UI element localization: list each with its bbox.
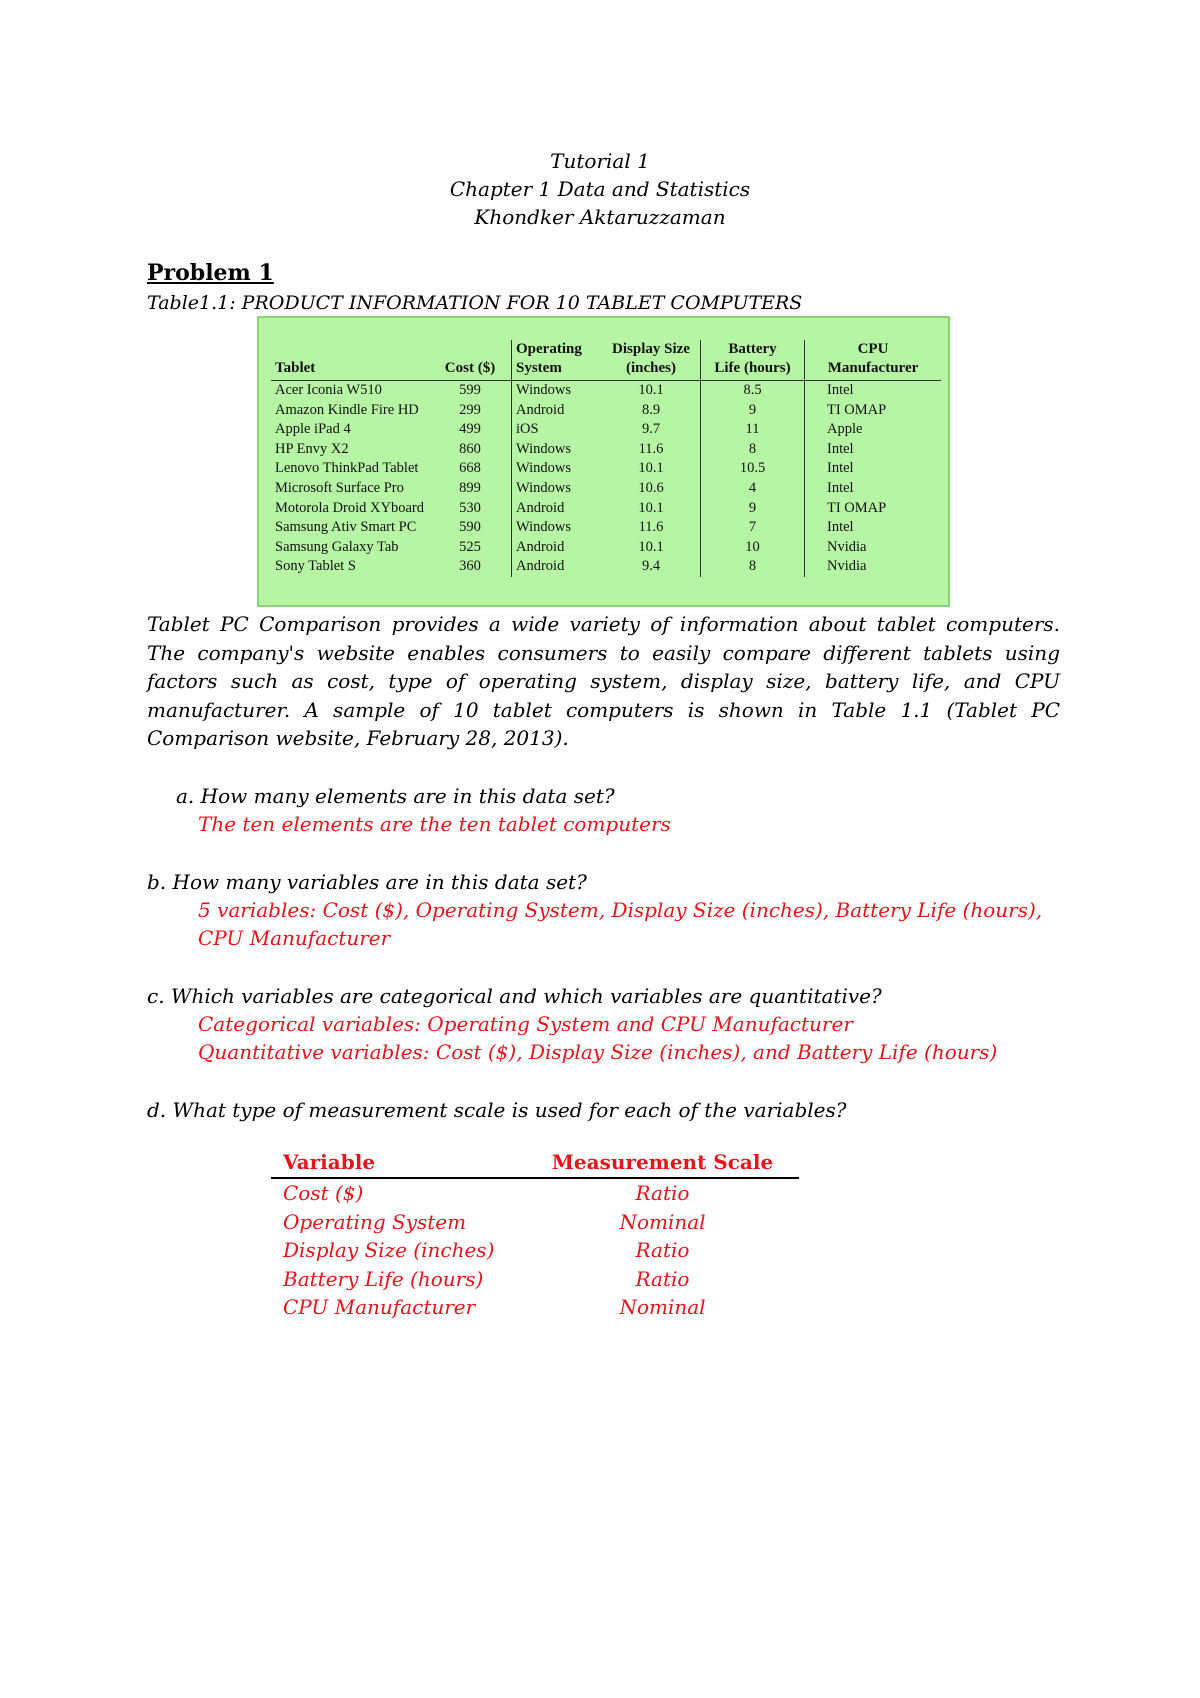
doc-title: Tutorial 1 (550, 149, 650, 173)
author-name: Khondker Aktaruzzaman (474, 205, 726, 229)
table-row: Lenovo ThinkPad Tablet 668 Windows 10.1 10.5 Intel (271, 459, 941, 479)
product-table (271, 340, 941, 577)
answer-a: The ten elements are the ten tablet computers (198, 812, 671, 836)
question-d: d. What type of measurement scale is used for each of the variables? (147, 1098, 847, 1122)
answer-c-line2: Quantitative variables: Cost ($), Display Size (inches), and Battery Life (hours) (198, 1040, 998, 1064)
question-b: b. How many variables are in this data set? (147, 870, 587, 894)
problem-description: Tablet PC Comparison provides a wide variety of information about tablet computers. The company's website enables consumers to easily compare different tablets using factors such as cost, type of operating system, display size, battery life, and CPU manufacturer. A sample of 10 tablet computers is shown in Table 1.1 (Tablet PC Comparison website, February 28, 2013). (147, 612, 1060, 750)
question-a: a. How many elements are in this data set? (176, 784, 615, 808)
measurement-table-header (271, 1148, 799, 1179)
answer-b-line1: 5 variables: Cost ($), Operating System, Display Size (inches), Battery Life (hours), (198, 898, 1043, 922)
col-header-cpu: CPU Manufacturer (805, 340, 942, 381)
table-row: Sony Tablet S 360 Android 9.4 8 Nvidia (271, 557, 941, 577)
table-row: Samsung Ativ Smart PC 590 Windows 11.6 7 Intel (271, 518, 941, 538)
col-header-cost: Cost ($) (429, 340, 512, 381)
table-row: Microsoft Surface Pro 899 Windows 10.6 4 Intel (271, 479, 941, 499)
col-header-tablet: Tablet (271, 340, 429, 381)
measurement-scale-table (271, 1148, 799, 1322)
table-row: Amazon Kindle Fire HD 299 Android 8.9 9 TI OMAP (271, 401, 941, 421)
answer-b-line2: CPU Manufacturer (198, 926, 391, 950)
question-c: c. Which variables are categorical and which variables are quantitative? (147, 984, 882, 1008)
table-row: Apple iPad 4 499 iOS 9.7 11 Apple (271, 420, 941, 440)
product-table-header (271, 340, 941, 381)
chapter-title: Chapter 1 Data and Statistics (449, 177, 751, 201)
table-row: Battery Life (hours) Ratio (283, 1266, 690, 1291)
answer-c-line1: Categorical variables: Operating System and CPU Manufacturer (198, 1012, 853, 1036)
problem-heading: Problem 1 (147, 260, 274, 286)
col-header-battery: Battery Life (hours) (701, 340, 805, 381)
col-header-display: Display Size (inches) (602, 340, 701, 381)
table-row: Operating System Nominal (283, 1209, 706, 1234)
table-row: Acer Iconia W510 599 Windows 10.1 8.5 Intel (271, 381, 941, 401)
table-caption: Table1.1: PRODUCT INFORMATION FOR 10 TABLET COMPUTERS (147, 292, 803, 314)
table-row: HP Envy X2 860 Windows 11.6 8 Intel (271, 440, 941, 460)
table-row: Motorola Droid XYboard 530 Android 10.1 9 TI OMAP (271, 499, 941, 519)
table-row: Cost ($) Ratio (283, 1181, 690, 1205)
table-row: Display Size (inches) Ratio (283, 1238, 690, 1262)
col-header-os: Operating System (512, 340, 603, 381)
product-table-image (257, 316, 950, 607)
col-header-scale: Measurement Scale (551, 1150, 774, 1174)
col-header-variable: Variable (283, 1150, 376, 1174)
table-row: Samsung Galaxy Tab 525 Android 10.1 10 Nvidia (271, 538, 941, 558)
table-row: CPU Manufacturer Nominal (283, 1295, 706, 1319)
